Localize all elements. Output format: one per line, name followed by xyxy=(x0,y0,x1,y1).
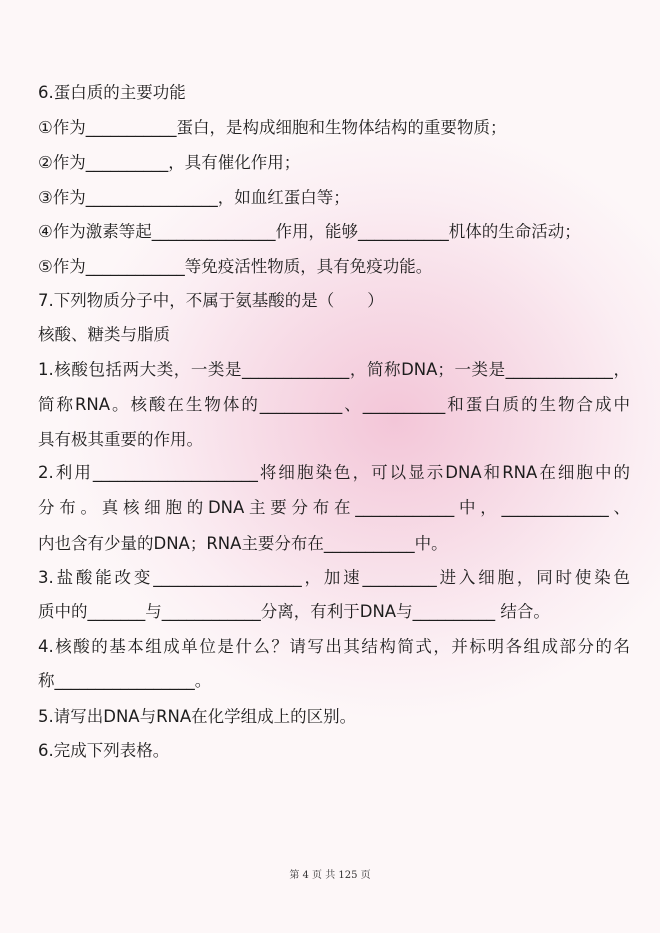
text-line: 具有极其重要的作用。 xyxy=(38,430,203,449)
text-line: ③作为________________，如血红蛋白等； xyxy=(38,188,350,207)
text-line: 2.利用____________________将细胞染色，可以显示DNA和RNA在细胞中的 xyxy=(38,463,630,482)
text-line: 4.核酸的基本组成单位是什么？请写出其结构简式，并标明各组成部分的名 xyxy=(38,637,630,656)
text-line: ⑤作为____________等免疫活性物质，具有免疫功能。 xyxy=(38,257,433,276)
text-line: 1.核酸包括两大类，一类是_____________，简称DNA；一类是_____________， xyxy=(38,360,630,379)
question-line: 7.下列物质分子中，不属于氨基酸的是（ ） xyxy=(38,291,384,310)
text-line: ①作为___________蛋白，是构成细胞和生物体结构的重要物质； xyxy=(38,118,507,137)
text-line: 5.请写出DNA与RNA在化学组成上的区别。 xyxy=(38,707,357,726)
page-number-footer: 第 4 页 共 125 页 xyxy=(289,870,371,881)
text-line: 称_________________。 xyxy=(38,671,212,690)
text-line: 简称RNA。核酸在生物体的__________、__________和蛋白质的生物合成中 xyxy=(38,395,630,414)
text-line: ②作为__________，具有催化作用； xyxy=(38,153,301,172)
section-heading: 核酸、糖类与脂质 xyxy=(38,325,170,344)
text-line: ④作为激素等起_______________作用，能够___________机体的生命活动； xyxy=(38,222,581,241)
text-line: 质中的_______与____________分离，有利于DNA与__________ 结合。 xyxy=(38,602,550,621)
text-line: 分布。真核细胞的DNA主要分布在____________中，_____________、 xyxy=(38,498,630,517)
text-line: 3.盐酸能改变__________________，加速_________进入细胞，同时使染色 xyxy=(38,568,630,587)
text-line: 6.蛋白质的主要功能 xyxy=(38,83,186,102)
text-line: 内也含有少量的DNA；RNA主要分布在___________中。 xyxy=(38,534,448,553)
text-line: 6.完成下列表格。 xyxy=(38,741,170,760)
